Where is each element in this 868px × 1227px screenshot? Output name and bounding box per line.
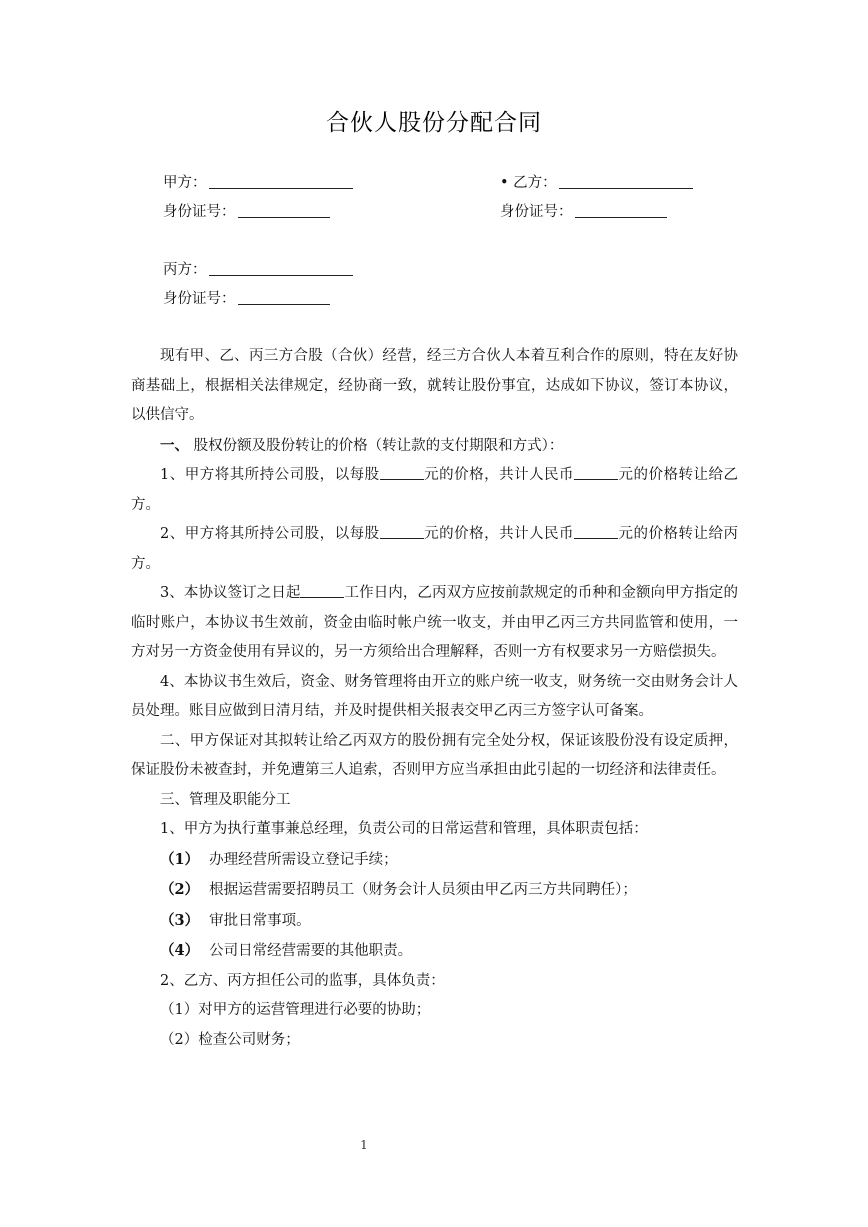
- party-bing-blank: [209, 261, 353, 276]
- clause-1-part-c: 元的价格转让给乙方。: [131, 467, 739, 513]
- party-jia-id-blank: [238, 203, 330, 218]
- clause-1: [131, 461, 738, 520]
- party-bing-line: [163, 261, 353, 279]
- clause-1-part-b: 元的价格，共计人民币: [423, 467, 575, 483]
- clause-3: [131, 579, 738, 668]
- clause-3-blank-days: [300, 583, 344, 598]
- party-yi-id-label: 身份证号：: [500, 204, 573, 220]
- party-bing-id-line: [163, 290, 330, 308]
- clause-3-part-b: 工作日内，乙丙双方应按前款规定的币种和金额向甲方指定的临时账户，本协议书生效前，资金由临时帐户统一收支，并由甲乙丙三方共同监管和使用，一方对另一方资金使用有异议的，另一方须给出合理解释，否则一方有权要求另一方赔偿损失。: [131, 585, 739, 660]
- section2-paragraph: 二、甲方保证对其拟转让给乙丙双方的股份拥有完全处分权，保证该股份没有设定质押，保证股份未被查封，并免遭第三人追索，否则甲方应当承担由此引起的一切经济和法律责任。: [131, 732, 738, 778]
- page-number: 1: [360, 1138, 368, 1152]
- section1-heading: [131, 431, 738, 462]
- duty-text: 审批日常事项。: [209, 912, 311, 929]
- duty-number: （1）: [160, 850, 200, 868]
- document-title: 合伙人股份分配合同: [326, 110, 542, 136]
- clause-2-blank-total: [574, 524, 618, 539]
- duty-text: 办理经营所需设立登记手续；: [209, 851, 398, 868]
- intro-paragraph: 现有甲、乙、丙三方合股（合伙）经营，经三方合伙人本着互利合作的原则，特在友好协商基础上，根据相关法律规定，经协商一致，就转让股份事宜，达成如下协议，签订本协议，以供信守。: [131, 348, 738, 423]
- duty-item: [131, 875, 738, 906]
- clause-1-part-a: 1、甲方将其所持公司股，以每股: [160, 467, 380, 483]
- clause-2-part-b: 元的价格，共计人民币: [423, 526, 575, 542]
- party-jia-line: [163, 174, 353, 192]
- clause-2-part-c: 元的价格转让给丙方。: [131, 526, 739, 572]
- party-yi-line: [500, 174, 693, 192]
- clause-2-part-a: 2、甲方将其所持公司股，以每股: [160, 526, 380, 542]
- clause-1-blank-price: [380, 465, 424, 480]
- duty-item: [131, 936, 738, 967]
- party-jia-label: 甲方：: [163, 175, 207, 191]
- clause-1-blank-total: [574, 465, 618, 480]
- party-jia-id-label: 身份证号：: [163, 204, 236, 220]
- duty-text: 公司日常经营需要的其他职责。: [209, 943, 413, 959]
- duty-item: [131, 906, 738, 937]
- supervisor-duty-item: （1）对甲方的运营管理进行必要的协助；: [160, 1002, 431, 1018]
- clause-4: 4、本协议书生效后，资金、财务管理将由开立的账户统一收支，财务统一交由财务会计人员处理。账目应做到日清月结，并及时提供相关报表交甲乙丙三方签字认可备案。: [131, 673, 738, 719]
- party-yi-blank: [559, 174, 693, 189]
- duty-number: （2）: [160, 881, 200, 898]
- duty-number: （4）: [160, 942, 200, 959]
- duty-number: （3）: [160, 911, 200, 929]
- party-yi-id-blank: [575, 203, 667, 218]
- clause-3-part-a: 3、本协议签订之日起: [160, 585, 301, 601]
- party-jia-id-line: [163, 203, 330, 221]
- party-bing-id-blank: [238, 290, 330, 305]
- party-yi-id-line: [500, 203, 667, 221]
- clause-2: [131, 520, 738, 579]
- section1-heading-text: 股权份额及股份转让的价格（转让款的支付期限和方式）：: [189, 437, 564, 454]
- clause-2-blank-price: [380, 524, 424, 539]
- duty-item: [131, 845, 738, 876]
- party-jia-blank: [209, 174, 353, 189]
- party-yi-label: • 乙方：: [500, 175, 557, 191]
- party-bing-label: 丙方：: [163, 262, 207, 278]
- contract-body: [131, 342, 738, 1055]
- supervisor-duty-item: （2）检查公司财务；: [160, 1031, 300, 1048]
- party-bing-id-label: 身份证号：: [163, 291, 236, 307]
- section3-heading: 三、管理及职能分工: [160, 791, 291, 808]
- section3-item-2: 2、乙方、丙方担任公司的监事，具体负责：: [160, 972, 445, 989]
- section1-number: 一、: [160, 436, 189, 454]
- section3-item-1: 1、甲方为执行董事兼总经理，负责公司的日常运营和管理，具体职责包括：: [160, 821, 648, 837]
- duty-text: 根据运营需要招聘员工（财务会计人员须由甲乙丙三方共同聘任）；: [209, 882, 637, 898]
